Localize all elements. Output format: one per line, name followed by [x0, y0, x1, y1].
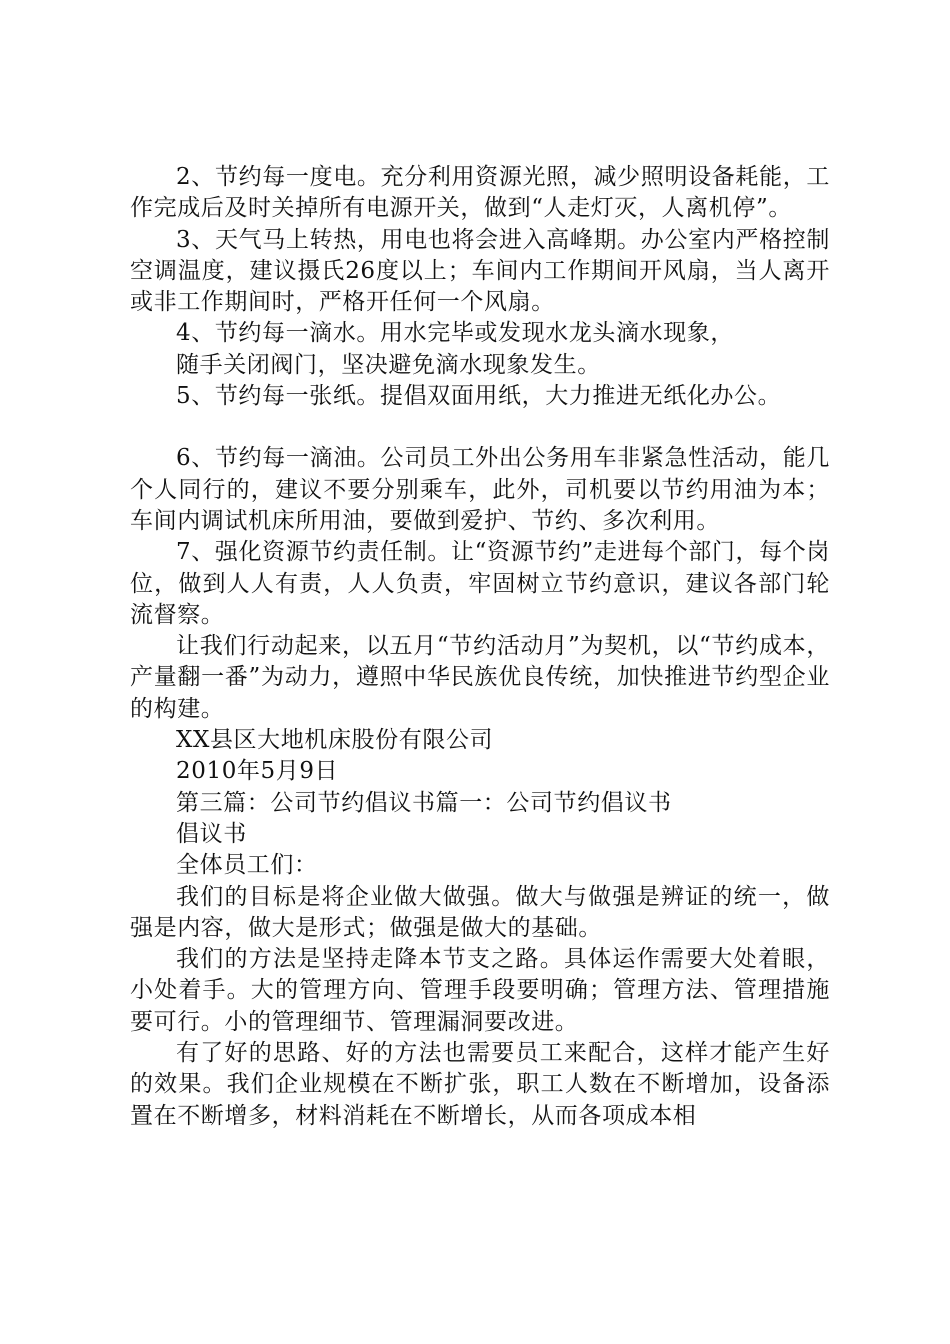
paragraph-goal: 我们的目标是将企业做大做强。做大与做强是辨证的统一，做强是内容，做大是形式；做强是做大的基础。: [130, 883, 830, 941]
section-heading: 第三篇：公司节约倡议书篇一：公司节约倡议书: [176, 789, 672, 816]
company-signature: XX县区大地机床股份有限公司: [176, 727, 494, 754]
signature-date: 2010年5月9日: [176, 758, 339, 785]
paragraph-method: 我们的方法是坚持走降本节支之路。具体运作需要大处着眼，小处着手。大的管理方向、管理手段要明确；管理方法、管理措施要可行。小的管理细节、管理漏洞要改进。: [130, 946, 830, 1035]
paragraph-cooperation: 有了好的思路、好的方法也需要员工来配合，这样才能产生好的效果。我们企业规模在不断扩张，职工人数在不断增加，设备添置在不断增多，材料消耗在不断增长，从而各项成本相: [130, 1040, 830, 1129]
salutation: 全体员工们：: [176, 852, 318, 879]
paragraph-responsibility: 7、强化资源节约责任制。让“资源节约”走进每个部门，每个岗位，做到人人有责，人人负责，牢固树立节约意识，建议各部门轮流督察。: [130, 539, 830, 628]
paragraph-call-to-action: 让我们行动起来，以五月“节约活动月”为契机，以“节约成本，产量翻一番”为动力，遵照中华民族优良传统，加快推进节约型企业的构建。: [130, 633, 830, 722]
paragraph-water: 4、节约每一滴水。用水完毕或发现水龙头滴水现象，: [176, 320, 735, 347]
document-body: [130, 162, 830, 1132]
paragraph-water-continued: 随手关闭阀门，坚决避免滴水现象发生。: [176, 351, 601, 378]
paragraph-paper: 5、节约每一张纸。提倡双面用纸，大力推进无纸化办公。: [176, 383, 782, 410]
paragraph-electricity: 2、节约每一度电。充分利用资源光照，减少照明设备耗能，工作完成后及时关掉所有电源开关，做到“人走灯灭，人离机停”。: [130, 164, 830, 222]
proposal-title: 倡议书: [176, 820, 247, 847]
blank-line: [130, 412, 830, 443]
paragraph-oil: 6、节约每一滴油。公司员工外出公务用车非紧急性活动，能几个人同行的，建议不要分别乘车，此外，司机要以节约用油为本；车间内调试机床所用油，要做到爱护、节约、多次利用。: [130, 445, 830, 534]
paragraph-air-conditioning: 3、天气马上转热，用电也将会进入高峰期。办公室内严格控制空调温度，建议摄氏26度以上；车间内工作期间开风扇，当人离开或非工作期间时，严格开任何一个风扇。: [130, 226, 830, 316]
